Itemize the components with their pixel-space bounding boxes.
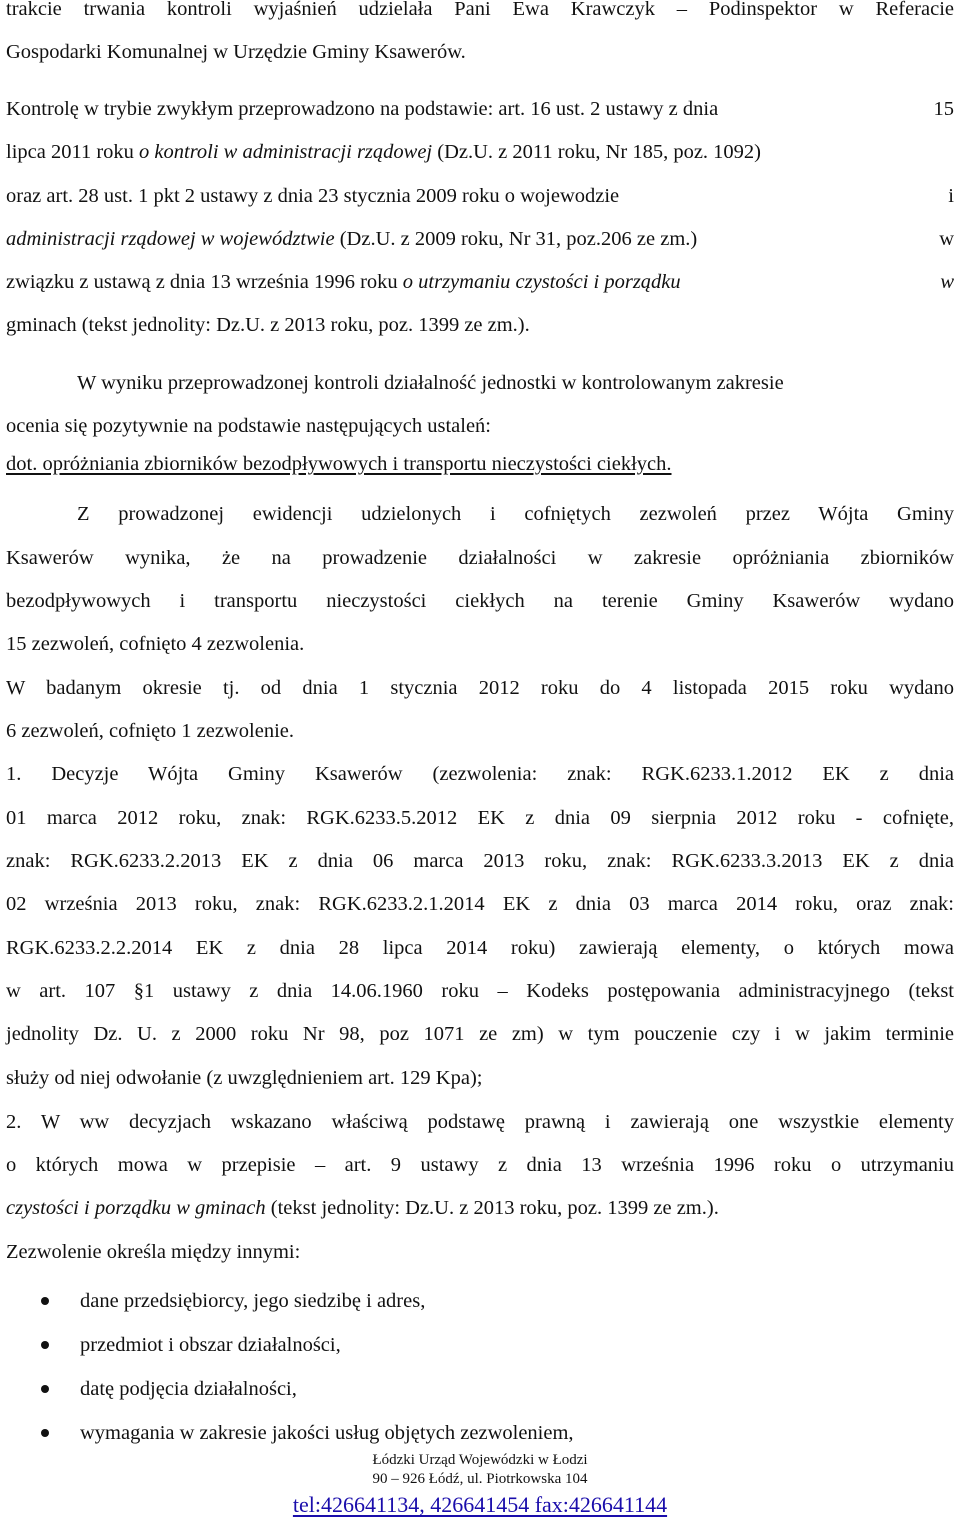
text-line-end: 15 [933, 98, 954, 120]
text-line: W wyniku przeprowadzonej kontroli działalność jednostki w kontrolowanym zakresie [77, 372, 784, 394]
text-line: lipca 2011 roku o kontroli w administracji rządowej (Dz.U. z 2011 roku, Nr 185, poz. 1092) [6, 141, 762, 163]
bullet-icon [41, 1429, 49, 1437]
text-line: RGK.6233.2.2.2014 EK z dnia 28 lipca 2014 roku) zawierają elementy, o których mowa [6, 937, 954, 959]
text-line: 15 zezwoleń, cofnięto 4 zezwolenia. [6, 633, 305, 655]
act-title: czystości i porządku w gminach [6, 1197, 266, 1219]
text-line: Z prowadzonej ewidencji udzielonych i cofniętych zezwoleń przez Wójta Gminy [77, 503, 954, 525]
text-line: Ksawerów wynika, że na prowadzenie działalności w zakresie opróżniania zbiorników [6, 547, 954, 569]
text-line: w art. 107 §1 ustawy z dnia 14.06.1960 roku – Kodeks postępowania administracyjnego (tekst [6, 980, 954, 1002]
list-item: wymagania w zakresie jakości usług objętych zezwoleniem, [80, 1422, 574, 1444]
text-line: Kontrolę w trybie zwykłym przeprowadzono na podstawie: art. 16 ust. 2 ustawy z dnia [6, 98, 719, 120]
act-title: o utrzymaniu czystości i porządku [402, 271, 681, 293]
text-line: bezodpływowych i transportu nieczystości ciekłych na terenie Gminy Ksawerów wydano [6, 590, 954, 612]
act-title: administracji rządowej w województwie [6, 228, 335, 250]
text-line: służy od niej odwołanie (z uwzględnieniem art. 129 Kpa); [6, 1067, 483, 1089]
text-line: 2. W ww decyzjach wskazano właściwą podstawę prawną i zawierają one wszystkie elementy [6, 1111, 954, 1133]
text-line-end: i [948, 185, 954, 207]
footer-office: Łódzki Urząd Wojewódzki w Łodzi [372, 1452, 588, 1468]
text-line: o których mowa w przepisie – art. 9 ustawy z dnia 13 września 1996 roku o utrzymaniu [6, 1154, 954, 1176]
text-line: związku z ustawą z dnia 13 września 1996 roku o utrzymaniu czystości i porządku [6, 271, 681, 293]
text-line: jednolity Dz. U. z 2000 roku Nr 98, poz 1071 ze zm) w tym pouczenie czy i w jakim terminie [6, 1023, 954, 1045]
text-line: czystości i porządku w gminach (tekst jednolity: Dz.U. z 2013 roku, poz. 1399 ze zm.). [6, 1197, 719, 1219]
text-line: znak: RGK.6233.2.2013 EK z dnia 06 marca 2013 roku, znak: RGK.6233.3.2013 EK z dnia [6, 850, 954, 872]
text-line: ocenia się pozytywnie na podstawie następujących ustaleń: [6, 415, 492, 437]
text-line: Gospodarki Komunalnej w Urzędzie Gminy Ksawerów. [6, 41, 466, 63]
text-line: gminach (tekst jednolity: Dz.U. z 2013 roku, poz. 1399 ze zm.). [6, 314, 530, 336]
text-line-end: w [940, 271, 954, 293]
text-line: oraz art. 28 ust. 1 pkt 2 ustawy z dnia 23 stycznia 2009 roku o wojewodzie [6, 185, 620, 207]
footer-contact [0, 1493, 960, 1517]
text-line: 1. Decyzje Wójta Gminy Ksawerów (zezwolenia: znak: RGK.6233.1.2012 EK z dnia [6, 763, 954, 785]
footer-address: 90 – 926 Łódź, ul. Piotrkowska 104 [372, 1471, 588, 1487]
text-line: W badanym okresie tj. od dnia 1 stycznia 2012 roku do 4 listopada 2015 roku wydano [6, 677, 954, 699]
text-line: trakcie trwania kontroli wyjaśnień udzielała Pani Ewa Krawczyk – Podinspektor w Referacie [6, 0, 954, 20]
bullet-icon [41, 1297, 49, 1305]
text-line: 02 września 2013 roku, znak: RGK.6233.2.1.2014 EK z dnia 03 marca 2014 roku, oraz znak: [6, 893, 954, 915]
list-item: dane przedsiębiorcy, jego siedzibę i adres, [80, 1290, 426, 1312]
contact-link[interactable]: tel:426641134, 426641454 fax:426641144 [292, 1492, 668, 1517]
bullet-icon [41, 1385, 49, 1393]
text-line-end: w [939, 228, 954, 250]
list-item: przedmiot i obszar działalności, [80, 1334, 341, 1356]
text-line: 01 marca 2012 roku, znak: RGK.6233.5.2012 EK z dnia 09 sierpnia 2012 roku - cofnięte, [6, 807, 954, 829]
text-line: administracji rządowej w województwie (Dz.U. z 2009 roku, Nr 31, poz.206 ze zm.) [6, 228, 698, 250]
bullet-icon [41, 1341, 49, 1349]
list-item: datę podjęcia działalności, [80, 1378, 297, 1400]
act-title: o kontroli w administracji rządowej [139, 141, 433, 163]
section-heading: dot. opróżniania zbiorników bezodpływowych i transportu nieczystości ciekłych. [6, 453, 672, 475]
text-line: Zezwolenie określa między innymi: [6, 1241, 301, 1263]
text-line: 6 zezwoleń, cofnięto 1 zezwolenie. [6, 720, 295, 742]
